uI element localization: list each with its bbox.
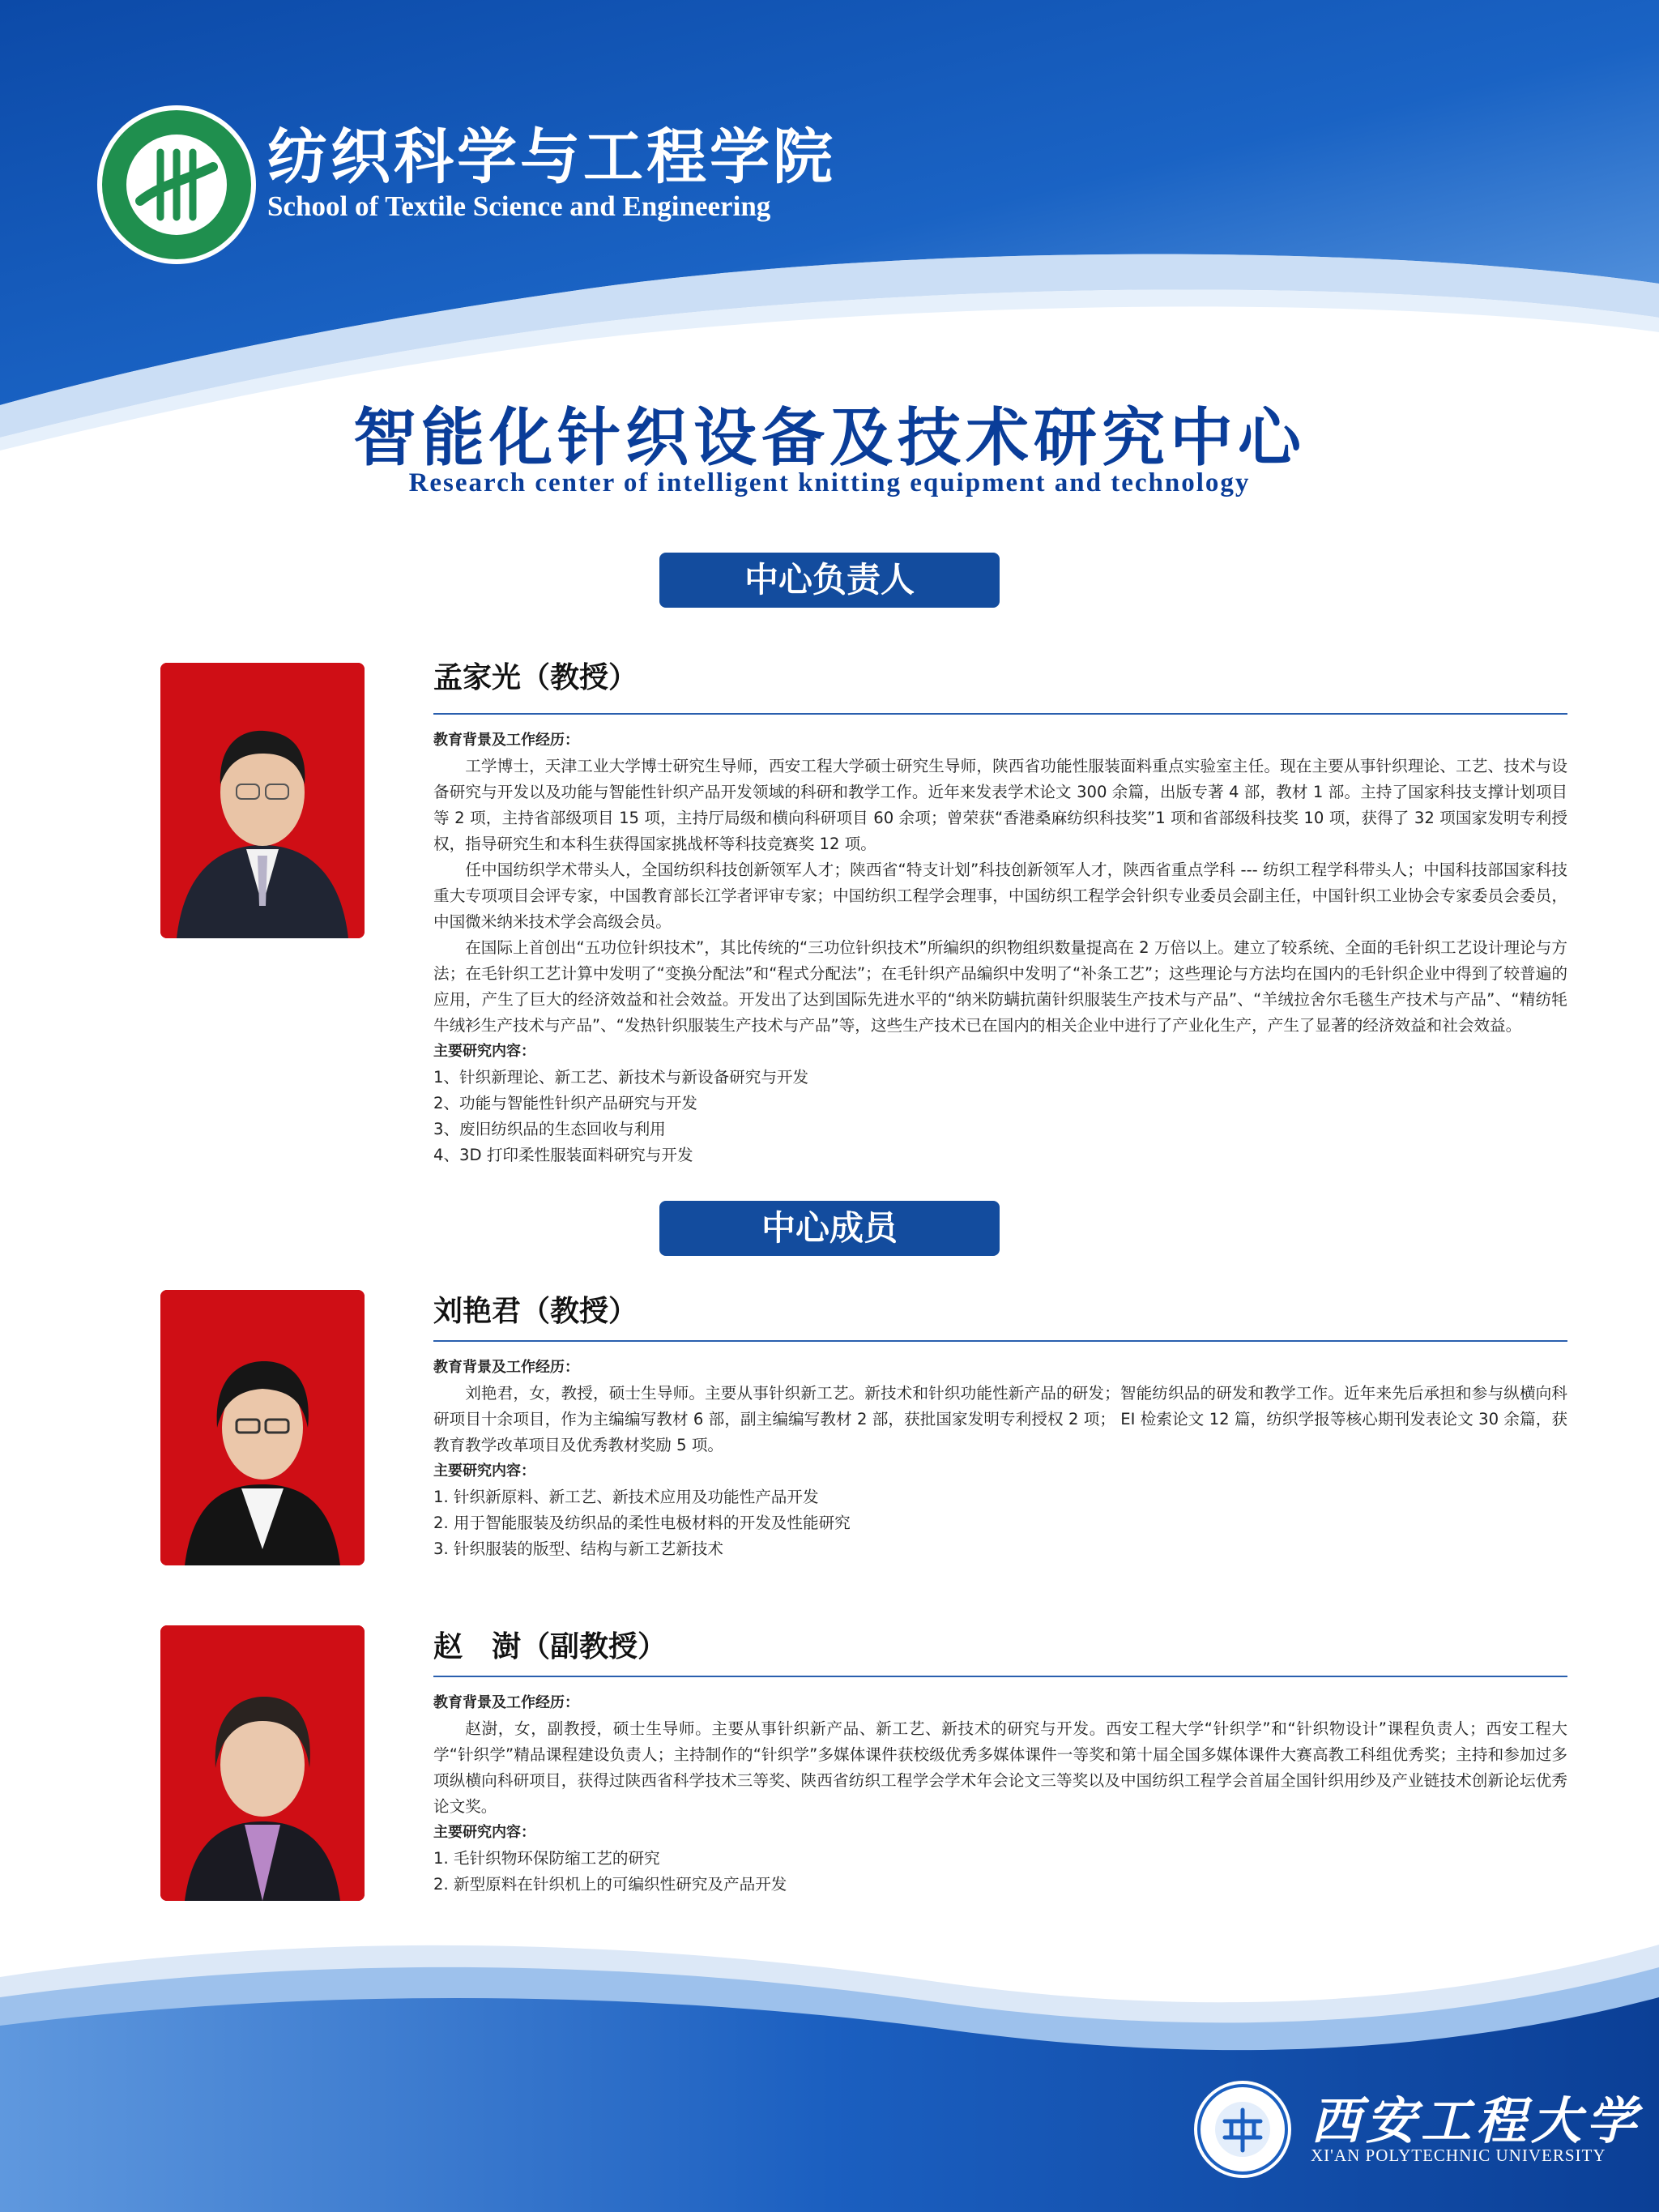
university-name-en: XI'AN POLYTECHNIC UNIVERSITY xyxy=(1311,2146,1606,2165)
name-divider xyxy=(433,1340,1567,1342)
person-name: 赵 澍（副教授） xyxy=(433,1630,667,1663)
leader-heading: 中心负责人 xyxy=(659,553,1000,608)
research-item: 2、功能与智能性针织产品研究与开发 xyxy=(433,1094,697,1112)
bio-paragraph: 在国际上首创出“五功位针织技术”，其比传统的“三功位针织技术”所编织的织物组织数量提高在 2 万倍以上。建立了较系统、全面的毛针织工艺设计理论与方法；在毛针织工艺计算中发明了“变换分配法”和“程式分配法”；在毛针织产品编织中发明了“补条工艺”；这些理论与方法均在国内的毛针织企业中得到了较普遍的应用，产生了巨大的经济效益和社会效益。开发出了达到国际先进水平的“纳米防螨抗菌针织服装生产技术与产品”、“羊绒拉舍尔毛毯生产技术与产品”、“精纺牦牛绒衫生产技术与产品”、“发热针织服装生产技术与产品”等，这些生产技术已在国内的相关企业中进行了产业化生产，产生了显著的经济效益和社会效益。 xyxy=(433,938,1567,1035)
name-divider xyxy=(433,713,1567,715)
bio-paragraph: 工学博士，天津工业大学博士研究生导师，西安工程大学硕士研究生导师，陕西省功能性服装面料重点实验室主任。现在主要从事针织理论、工艺、技术与设备研究与开发以及功能与智能性针织产品开发领域的科研和教学工作。近年来发表学术论文 300 余篇，出版专著 4 部，教材 1 部。主持了国家科技支撑计划项目等 2 项，主持省部级项目 15 项，主持厅局级和横向科研项目 60 余项；曾荣获“香港桑麻纺织科技奖”1 项和省部级科技奖 10 项，获得了 32 项国家发明专利授权，指导研究生和本科生获得国家挑战杯等科技竞赛奖 12 项。 xyxy=(433,757,1567,853)
person-name: 孟家光（教授） xyxy=(433,661,638,694)
research-label: 主要研究内容： xyxy=(433,1824,535,1841)
bio-paragraph: 赵澍，女，副教授，硕士生导师。主要从事针织新产品、新工艺、新技术的研究与开发。西安工程大学“针织学”和“针织物设计”课程负责人；西安工程大学“针织学”精品课程建设负责人；主持制作的“针织学”多媒体课件获校级优秀多媒体课件一等奖和第十届全国多媒体课件大赛高教工科组优秀奖；主持和参加过多项纵横向科研项目，获得过陕西省科学技术三等奖、陕西省纺织工程学会学术年会论文三等奖以及中国纺织工程学会首届全国针织用纱及产业链技术创新论坛优秀论文奖。 xyxy=(433,1719,1567,1816)
person-name: 刘艳君（教授） xyxy=(433,1295,638,1328)
portrait-photo xyxy=(160,663,365,938)
research-item: 1. 毛针织物环保防缩工艺的研究 xyxy=(433,1849,660,1868)
university-logo xyxy=(1192,2079,1293,2180)
members-heading: 中心成员 xyxy=(659,1201,1000,1256)
person-bio xyxy=(433,1690,1567,1898)
research-item: 3、废旧纺织品的生态回收与利用 xyxy=(433,1120,666,1138)
university-name-cn: 西安工程大学 xyxy=(1311,2091,1642,2150)
portrait-photo xyxy=(160,1290,365,1565)
person-bio xyxy=(433,1355,1567,1562)
school-name-en: School of Textile Science and Engineering xyxy=(267,190,771,222)
research-item: 4、3D 打印柔性服装面料研究与开发 xyxy=(433,1146,693,1164)
research-label: 主要研究内容： xyxy=(433,1043,535,1060)
school-logo xyxy=(96,104,258,266)
school-name-cn: 纺织科学与工程学院 xyxy=(267,122,836,192)
page-subtitle: Research center of intelligent knitting equipment and technology xyxy=(408,468,1251,497)
bio-label: 教育背景及工作经历： xyxy=(433,732,579,749)
page-title: 智能化针织设备及技术研究中心 xyxy=(352,402,1306,475)
name-divider xyxy=(433,1676,1567,1677)
research-list xyxy=(433,1065,1567,1168)
bio-label: 教育背景及工作经历： xyxy=(433,1694,579,1711)
research-item: 1. 针织新原料、新工艺、新技术应用及功能性产品开发 xyxy=(433,1488,819,1506)
research-list xyxy=(433,1484,1567,1562)
research-item: 2. 新型原料在针织机上的可编织性研究及产品开发 xyxy=(433,1875,787,1894)
bio-paragraph: 任中国纺织学术带头人，全国纺织科技创新领军人才；陕西省“特支计划”科技创新领军人才，陕西省重点学科 --- 纺织工程学科带头人；中国科技部国家科技重大专项项目会评专家，中国教育部长江学者评审专家；中国纺织工程学会理事，中国纺织工程学会针织专业委员会副主任，中国针织工业协会专家委员会委员，中国微米纳米技术学会高级会员。 xyxy=(433,860,1567,931)
bio-label: 教育背景及工作经历： xyxy=(433,1359,579,1376)
research-item: 3. 针织服装的版型、结构与新工艺新技术 xyxy=(433,1539,724,1558)
research-label: 主要研究内容： xyxy=(433,1463,535,1480)
research-item: 2. 用于智能服装及纺织品的柔性电极材料的开发及性能研究 xyxy=(433,1514,851,1532)
portrait-photo xyxy=(160,1625,365,1901)
research-item: 1、针织新理论、新工艺、新技术与新设备研究与开发 xyxy=(433,1068,809,1087)
person-bio xyxy=(433,728,1567,1168)
research-list xyxy=(433,1846,1567,1898)
bio-paragraph: 刘艳君，女，教授，硕士生导师。主要从事针织新工艺。新技术和针织功能性新产品的研发；智能纺织品的研发和教学工作。近年来先后承担和参与纵横向科研项目十余项目，作为主编编写教材 6 部，副主编编写教材 2 部，获批国家发明专利授权 2 项； EI 检索论文 12 篇，纺织学报等核心期刊发表论文 30 余篇，获教育教学改革项目及优秀教材奖励 5 项。 xyxy=(433,1384,1567,1454)
